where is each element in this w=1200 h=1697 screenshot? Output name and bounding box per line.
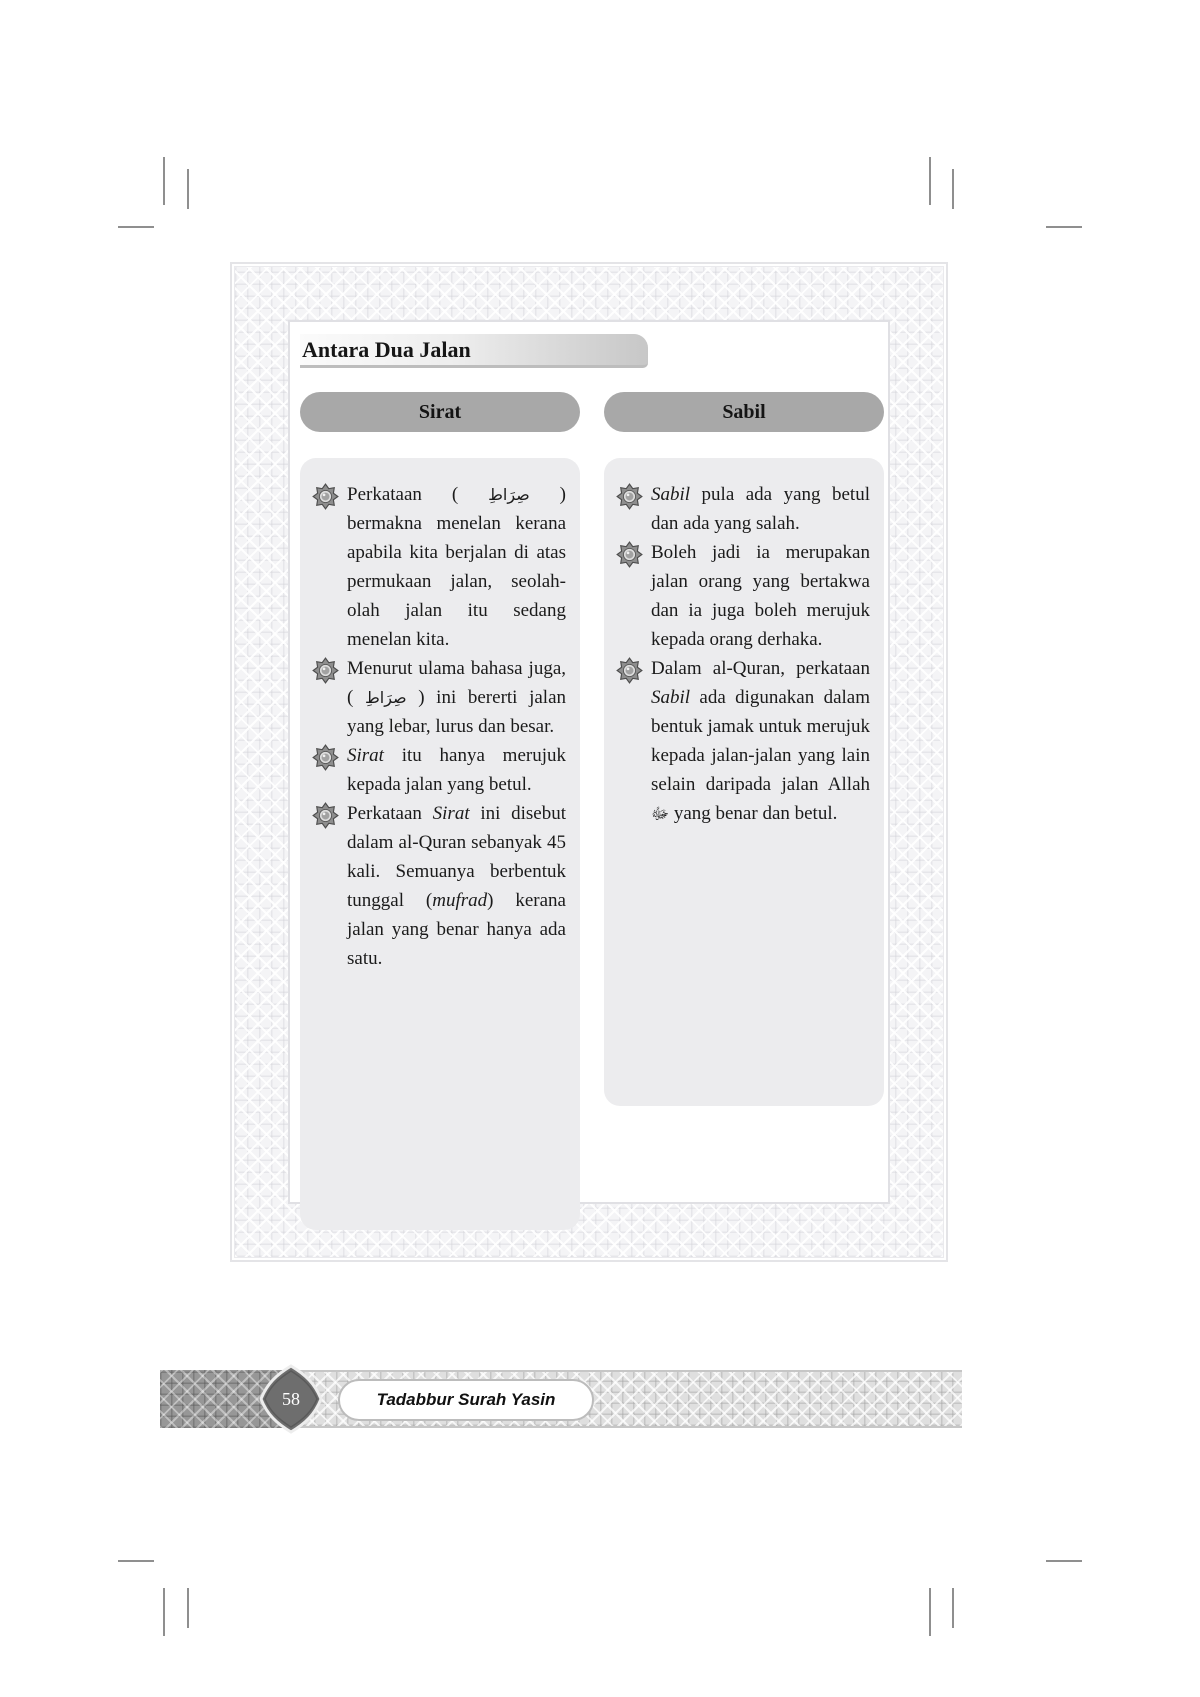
page-title: Antara Dua Jalan [302, 337, 471, 362]
bullet-text: Perkataan ( صِرَاطِ ) bermakna menelan kerana apabila kita berjalan di atas permukaan jalan, seolah-olah jalan itu sedang menelan kita. [347, 484, 567, 650]
crop-mark [118, 226, 154, 228]
crop-mark [163, 157, 165, 205]
star-bullet [312, 480, 339, 515]
section-title-bar [300, 334, 648, 368]
star-bullet-icon [616, 657, 643, 684]
bullet-item [312, 799, 566, 973]
bullet-item [312, 741, 566, 799]
column-header-sirat: Sirat [300, 392, 580, 432]
page-number: 58 [282, 1388, 300, 1409]
crop-mark [187, 1588, 189, 1628]
crop-mark [187, 169, 189, 209]
page-footer [160, 1370, 962, 1428]
bullet-item [616, 654, 870, 828]
star-bullet [312, 799, 339, 834]
bullet-text: Perkataan Sirat ini disebut dalam al-Quran sebanyak 45 kali. Semuanya berbentuk tunggal (mufrad) kerana jalan yang benar hanya ada satu. [347, 803, 566, 969]
star-bullet [312, 741, 339, 776]
page-number-badge [258, 1363, 324, 1435]
star-bullet-icon [616, 541, 643, 568]
star-bullet-icon [312, 657, 339, 684]
star-bullet [312, 654, 339, 689]
bullet-text: Sabil pula ada yang betul dan ada yang salah. [651, 484, 870, 534]
crop-mark [952, 1588, 954, 1628]
crop-mark [952, 169, 954, 209]
bullet-text: Menurut ulama bahasa juga, ( صِرَاطِ ) ini bererti jalan yang lebar, lurus dan besar. [347, 658, 566, 737]
crop-mark [929, 1588, 931, 1636]
star-bullet-icon [312, 744, 339, 771]
star-bullet [616, 538, 643, 573]
column-header-sabil: Sabil [604, 392, 884, 432]
bullet-item [616, 538, 870, 654]
star-bullet [616, 654, 643, 689]
star-bullet-icon [616, 483, 643, 510]
bullet-item [312, 654, 566, 741]
star-bullet-icon [312, 483, 339, 510]
bullet-text: Dalam al-Quran, perkataan Sabil ada digunakan dalam bentuk jamak untuk merujuk kepada jalan-jalan yang lain selain daripada jalan Allah ﷻ yang benar dan betul. [651, 658, 870, 824]
sirat-card [300, 458, 580, 1230]
sirat-bullet-list [312, 480, 566, 973]
crop-mark [118, 1560, 154, 1562]
crop-mark [1046, 226, 1082, 228]
sabil-card [604, 458, 884, 1106]
star-bullet-icon [312, 802, 339, 829]
bullet-text: Sirat itu hanya merujuk kepada jalan yang betul. [347, 745, 566, 795]
bullet-text: Boleh jadi ia merupakan jalan orang yang bertakwa dan ia juga boleh merujuk kepada orang derhaka. [651, 542, 870, 650]
crop-mark [163, 1588, 165, 1636]
crop-mark [929, 157, 931, 205]
bullet-item [312, 480, 566, 654]
bullet-item [616, 480, 870, 538]
sabil-bullet-list [616, 480, 870, 828]
crop-mark [1046, 1560, 1082, 1562]
book-title-label: Tadabbur Surah Yasin [338, 1379, 594, 1421]
star-bullet [616, 480, 643, 515]
